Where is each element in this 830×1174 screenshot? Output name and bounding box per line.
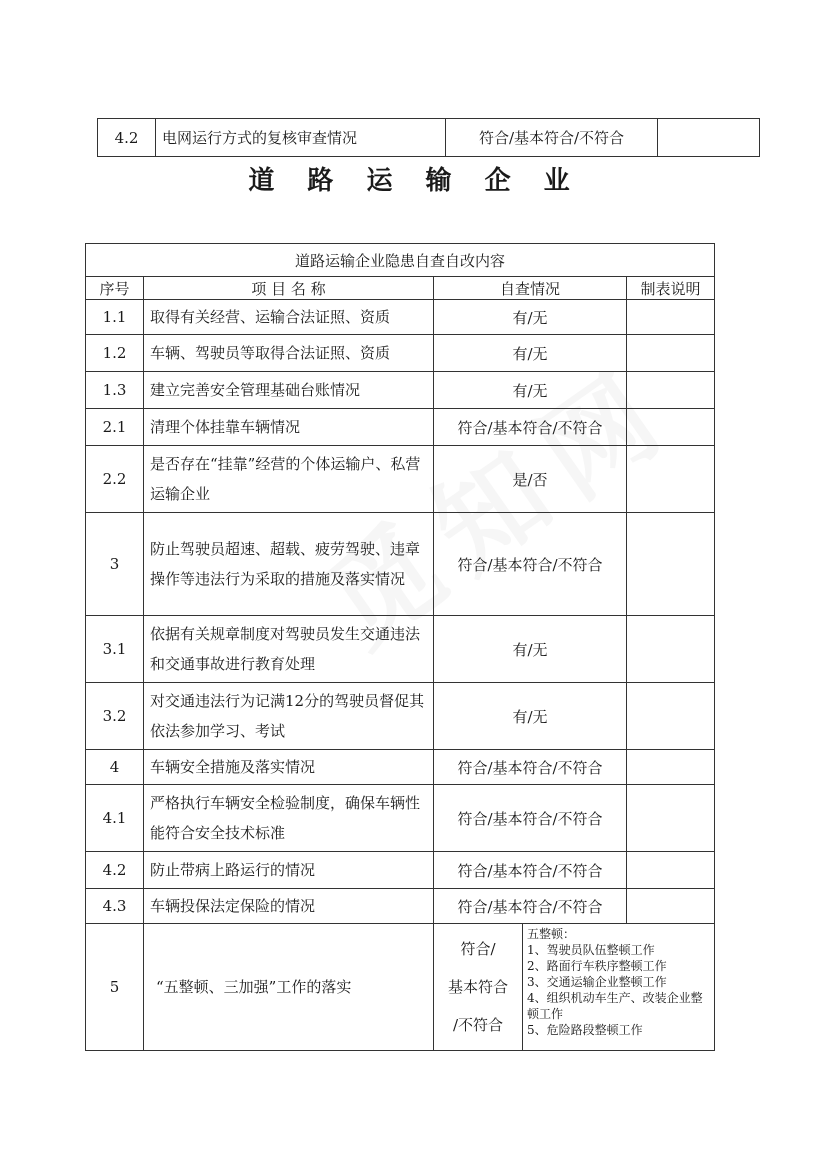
row-item: 电网运行方式的复核审查情况 [156,119,446,157]
row-number: 2.1 [86,409,144,446]
row-number: 4.3 [86,889,144,924]
row-note-list [523,924,715,1050]
table-row [86,335,715,372]
row-result: 有/无 [434,372,627,409]
row-note [627,409,715,446]
row-number: 4.2 [98,119,156,157]
row-result-note-group [434,924,715,1051]
row-note [627,750,715,785]
table-row [86,300,715,335]
table-row [86,513,715,616]
note-item: 2、路面行车秩序整顿工作 [527,959,667,973]
row-item: 车辆、驾驶员等取得合法证照、资质 [144,335,434,372]
row-result: 有/无 [434,335,627,372]
row-note [627,852,715,889]
row-number: 3.2 [86,683,144,750]
row-number: 3.1 [86,616,144,683]
row-result: 符合/基本符合/不符合 [434,852,627,889]
row-note [627,300,715,335]
row-number: 2.2 [86,446,144,513]
table-caption-row [86,244,715,277]
row-item: “五整顿、三加强”工作的落实 [144,924,434,1051]
row-item: 建立完善安全管理基础台账情况 [144,372,434,409]
row-item: 车辆投保法定保险的情况 [144,889,434,924]
top-table [97,118,760,157]
row-number: 4.2 [86,852,144,889]
table-row [86,852,715,889]
row-note [627,683,715,750]
table-row [86,409,715,446]
row-item: 防止带病上路运行的情况 [144,852,434,889]
table-row [86,889,715,924]
row-item: 对交通违法行为记满12分的驾驶员督促其依法参加学习、考试 [144,683,434,750]
note-item: 4、组织机动车生产、改装企业整顿工作 [527,991,703,1021]
table-caption: 道路运输企业隐患自查自改内容 [86,244,715,277]
row-item: 是否存在“挂靠”经营的个体运输户、私营运输企业 [144,446,434,513]
row-note [658,119,760,157]
row-note [627,513,715,616]
row-result [434,924,523,1050]
row-result: 有/无 [434,300,627,335]
row-result: 是/否 [434,446,627,513]
header-result: 自查情况 [434,277,627,300]
row-number: 1.3 [86,372,144,409]
table-row [86,750,715,785]
row-result: 有/无 [434,683,627,750]
row-result: 符合/基本符合/不符合 [446,119,658,157]
section-title: 道 路 运 输 企 业 [248,166,582,196]
row-item: 取得有关经营、运输合法证照、资质 [144,300,434,335]
note-title: 五整顿： [527,927,576,941]
table-row [86,372,715,409]
table-row [98,119,760,157]
row-number: 5 [86,924,144,1051]
row-number: 1.2 [86,335,144,372]
row-note [627,785,715,852]
result-line: /不符合 [452,1016,504,1034]
note-item: 3、交通运输企业整顿工作 [527,975,667,989]
table-row [86,446,715,513]
result-line: 基本符合 [447,978,508,996]
row-note [627,446,715,513]
note-item: 5、危险路段整顿工作 [527,1023,643,1037]
header-item: 项 目 名 称 [144,277,434,300]
header-number: 序号 [86,277,144,300]
row-result: 符合/基本符合/不符合 [434,409,627,446]
note-item: 1、驾驶员队伍整顿工作 [527,943,655,957]
row-result: 符合/基本符合/不符合 [434,513,627,616]
row-number: 4.1 [86,785,144,852]
row-item: 防止驾驶员超速、超载、疲劳驾驶、违章操作等违法行为采取的措施及落实情况 [144,513,434,616]
self-check-table [85,243,715,1051]
table-row [86,785,715,852]
result-line: 符合/ [460,940,496,958]
table-row [86,616,715,683]
row-number: 1.1 [86,300,144,335]
row-result: 符合/基本符合/不符合 [434,750,627,785]
table-row [86,683,715,750]
row-number: 4 [86,750,144,785]
table-header-row [86,277,715,300]
table-row [86,924,715,1051]
row-item: 清理个体挂靠车辆情况 [144,409,434,446]
row-note [627,372,715,409]
row-item: 依据有关规章制度对驾驶员发生交通违法和交通事故进行教育处理 [144,616,434,683]
header-note: 制表说明 [627,277,715,300]
row-note [627,335,715,372]
row-note [627,889,715,924]
row-result: 符合/基本符合/不符合 [434,889,627,924]
row-result: 有/无 [434,616,627,683]
row-number: 3 [86,513,144,616]
row-result: 符合/基本符合/不符合 [434,785,627,852]
row-item: 严格执行车辆安全检验制度，确保车辆性能符合安全技术标准 [144,785,434,852]
row-item: 车辆安全措施及落实情况 [144,750,434,785]
row-note [627,616,715,683]
